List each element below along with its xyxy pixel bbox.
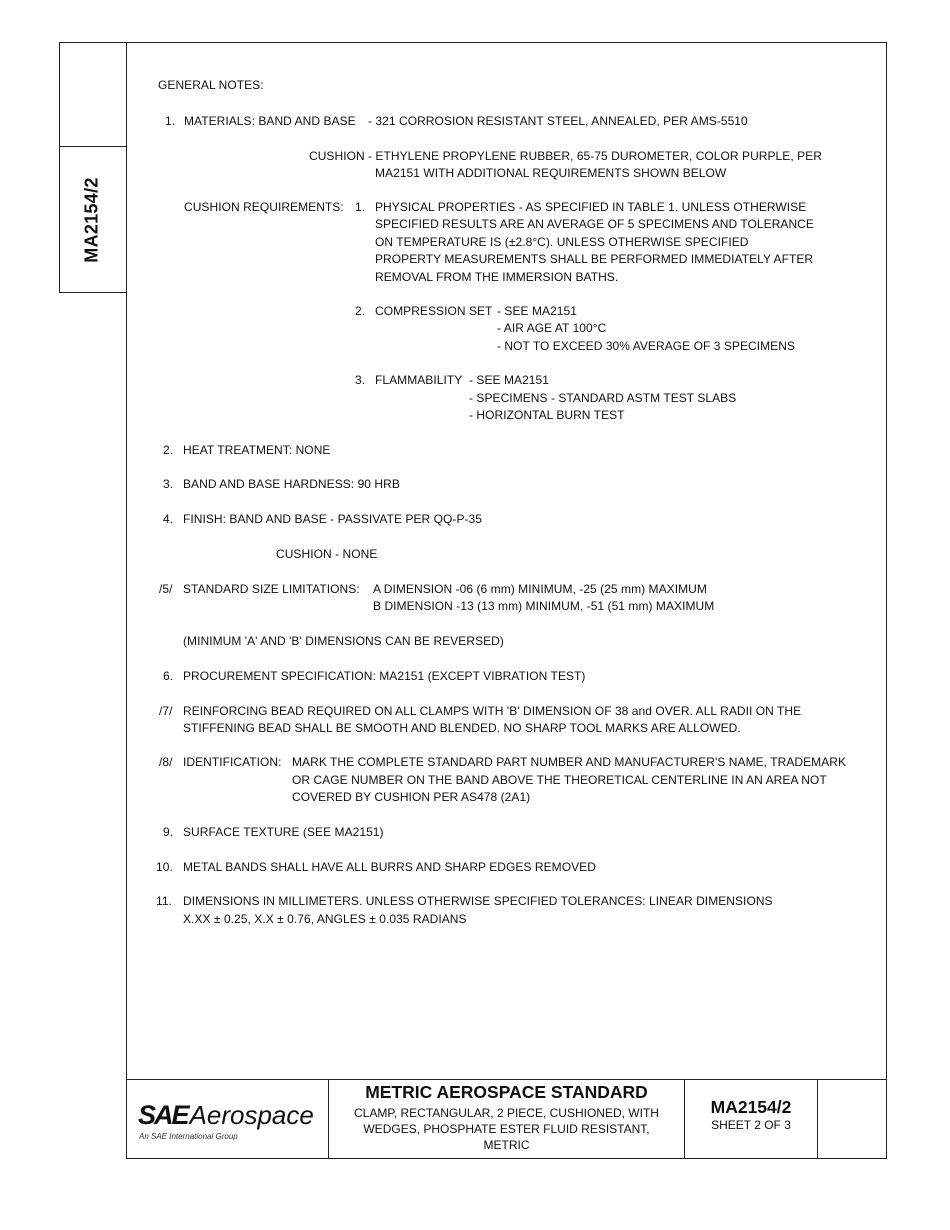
side-tab-divider (59, 146, 127, 147)
req3-item: - SEE MA2151 (469, 373, 549, 387)
part-description: CLAMP, RECTANGULAR, 2 PIECE, CUSHIONED, WITH WEDGES, PHOSPHATE ESTER FLUID RESISTANT, METRIC (354, 1106, 659, 1152)
req3-item: - SPECIMENS - STANDARD ASTM TEST SLABS (469, 391, 737, 405)
note5-label: STANDARD SIZE LIMITATIONS: (183, 582, 360, 596)
req3-number: 3. (355, 373, 366, 387)
note2-number: 2. (163, 443, 174, 457)
req1-line: REMOVAL FROM THE IMMERSION BATHS. (375, 270, 619, 284)
req1-number: 1. (355, 200, 366, 214)
note8-label: IDENTIFICATION: (183, 755, 282, 769)
title-block-divider (817, 1079, 818, 1159)
note1-cushion-line1: - ETHYLENE PROPYLENE RUBBER, 65-75 DUROMETER, COLOR PURPLE, PER (368, 149, 822, 163)
note9-number: 9. (163, 825, 174, 839)
note2-text: HEAT TREATMENT: NONE (183, 443, 331, 457)
logo-subtitle: An SAE International Group (139, 1132, 238, 1141)
general-notes-heading: GENERAL NOTES: (158, 78, 264, 92)
note4-text: FINISH: BAND AND BASE - PASSIVATE PER QQ-P-35 (183, 512, 482, 526)
note1-label: MATERIALS: BAND AND BASE (184, 114, 356, 128)
side-doc-number: MA2154/2 (81, 177, 102, 263)
cushion-requirements-label: CUSHION REQUIREMENTS: (184, 200, 344, 214)
note9-text: SURFACE TEXTURE (SEE MA2151) (183, 825, 384, 839)
note8-line1: MARK THE COMPLETE STANDARD PART NUMBER AND MANUFACTURER'S NAME, TRADEMARK (292, 755, 847, 769)
note5-line1: A DIMENSION -06 (6 mm) MINIMUM, -25 (25 mm) MAXIMUM (373, 582, 707, 596)
note7-number: /7/ (159, 704, 173, 718)
note11-line2: X.XX ± 0.25, X.X ± 0.76, ANGLES ± 0.035 RADIANS (183, 912, 467, 926)
req2-item: - SEE MA2151 (497, 304, 577, 318)
req1-line: PHYSICAL PROPERTIES - AS SPECIFIED IN TABLE 1. UNLESS OTHERWISE (375, 200, 807, 214)
note1-number: 1. (165, 114, 176, 128)
note10-number: 10. (156, 860, 173, 874)
note5-extra: (MINIMUM 'A' AND 'B' DIMENSIONS CAN BE REVERSED) (183, 634, 504, 648)
note5-line2: B DIMENSION -13 (13 mm) MINIMUM, -51 (51 mm) MAXIMUM (373, 599, 715, 613)
note10-text: METAL BANDS SHALL HAVE ALL BURRS AND SHARP EDGES REMOVED (183, 860, 596, 874)
note8-number: /8/ (159, 755, 173, 769)
req2-number: 2. (355, 304, 366, 318)
note3-number: 3. (163, 477, 174, 491)
note1-cushion-label: CUSHION (309, 149, 365, 163)
logo-sae: SAE (138, 1100, 188, 1130)
req1-line: ON TEMPERATURE IS (±2.8°C). UNLESS OTHERWISE SPECIFIED (375, 235, 749, 249)
req2-label: COMPRESSION SET (375, 304, 493, 318)
req1-line: SPECIFIED RESULTS ARE AN AVERAGE OF 5 SPECIMENS AND TOLERANCE (375, 217, 814, 231)
logo-aerospace: Aerospace (189, 1100, 314, 1130)
note1-cushion-line2: MA2151 WITH ADDITIONAL REQUIREMENTS SHOWN BELOW (375, 166, 727, 180)
note4-number: 4. (163, 512, 174, 526)
req2-item: - AIR AGE AT 100°C (497, 321, 607, 335)
title-block-divider (684, 1079, 685, 1159)
note11-line1: DIMENSIONS IN MILLIMETERS. UNLESS OTHERWISE SPECIFIED TOLERANCES: LINEAR DIMENSIONS (183, 894, 773, 908)
req2-item: - NOT TO EXCEED 30% AVERAGE OF 3 SPECIMENS (497, 339, 795, 353)
note5-number: /5/ (159, 582, 173, 596)
document-number: MA2154/2 (710, 1097, 792, 1117)
note6-text: PROCUREMENT SPECIFICATION: MA2151 (EXCEPT VIBRATION TEST) (183, 669, 586, 683)
note4-cushion-text: CUSHION - NONE (276, 547, 378, 561)
note3-text: BAND AND BASE HARDNESS: 90 HRB (183, 477, 400, 491)
note8-line3: COVERED BY CUSHION PER AS478 (2A1) (292, 790, 531, 804)
note1-band-text: - 321 CORROSION RESISTANT STEEL, ANNEALED, PER AMS-5510 (368, 114, 748, 128)
req3-label: FLAMMABILITY (375, 373, 463, 387)
note7-line2: STIFFENING BEAD SHALL BE SMOOTH AND BLENDED. NO SHARP TOOL MARKS ARE ALLOWED. (183, 721, 741, 735)
req3-item: - HORIZONTAL BURN TEST (469, 408, 625, 422)
sae-aerospace-logo (138, 1100, 314, 1131)
note7-line1: REINFORCING BEAD REQUIRED ON ALL CLAMPS WITH 'B' DIMENSION OF 38 and OVER. ALL RADII ON THE (183, 704, 802, 718)
note11-number: 11. (156, 894, 172, 908)
note6-number: 6. (163, 669, 174, 683)
standard-title: METRIC AEROSPACE STANDARD (365, 1082, 648, 1102)
req1-line: PROPERTY MEASUREMENTS SHALL BE PERFORMED IMMEDIATELY AFTER (375, 252, 814, 266)
sheet-number: SHEET 2 OF 3 (711, 1118, 791, 1132)
note8-line2: OR CAGE NUMBER ON THE BAND ABOVE THE THEORETICAL CENTERLINE IN AN AREA NOT (292, 773, 827, 787)
